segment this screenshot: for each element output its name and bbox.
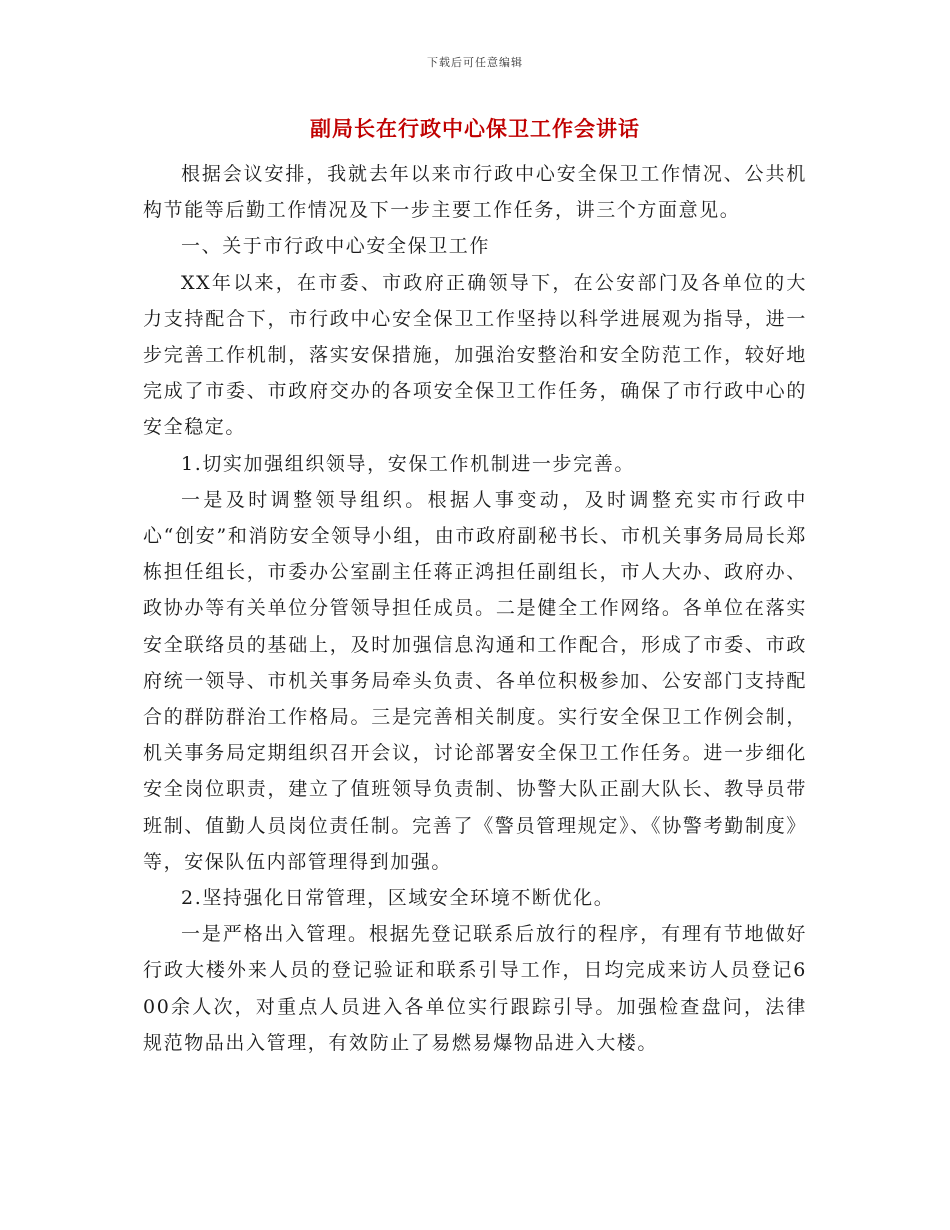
subheading-2: 2.坚持强化日常管理，区域安全环境不断优化。 [181,887,615,910]
section-heading-1: 一、关于市行政中心安全保卫工作 [181,235,491,258]
paragraph-intro: 根据会议安排，我就去年以来市行政中心安全保卫工作情况、公共机构节能等后勤工作情况及下一步主要工作任务，讲三个方面意见。 [143,163,807,222]
document-body [143,156,807,1061]
paragraph-organization: 一是及时调整领导组织。根据人事变动，及时调整充实市行政中心“创安”和消防安全领导小组，由市政府副秘书长、市机关事务局局长郑栋担任组长，市委办公室副主任蒋正鸿担任副组长，市人大办、政府办、政协办等有关单位分管领导担任成员。二是健全工作网络。各单位在落实安全联络员的基础上，及时加强信息沟通和工作配合，形成了市委、市政府统一领导、市机关事务局牵头负责、各单位积极参加、公安部门支持配合的群防群治工作格局。三是完善相关制度。实行安全保卫工作例会制，机关事务局定期组织召开会议，讨论部署安全保卫工作任务。进一步细化安全岗位职责，建立了值班领导负责制、协警大队正副大队长、教导员带班制、值勤人员岗位责任制。完善了《警员管理规定》、《协警考勤制度》等，安保队伍内部管理得到加强。 [143,488,807,873]
header-note: 下载后可任意编辑 [427,56,523,69]
paragraph-summary: XX年以来，在市委、市政府正确领导下，在公安部门及各单位的大力支持配合下，市行政中心安全保卫工作坚持以科学进展观为指导，进一步完善工作机制，落实安保措施，加强治安整治和安全防范工作，较好地完成了市委、市政府交办的各项安全保卫工作任务，确保了市行政中心的安全稳定。 [143,271,807,439]
paragraph-access-management: 一是严格出入管理。根据先登记联系后放行的程序，有理有节地做好行政大楼外来人员的登记验证和联系引导工作，日均完成来访人员登记600余人次，对重点人员进入各单位实行跟踪引导。加强检查盘问，法律规范物品出入管理，有效防止了易燃易爆物品进入大楼。 [143,923,807,1054]
document-title: 副局长在行政中心保卫工作会讲话 [310,116,640,141]
subheading-1: 1.切实加强组织领导，安保工作机制进一步完善。 [181,452,635,475]
